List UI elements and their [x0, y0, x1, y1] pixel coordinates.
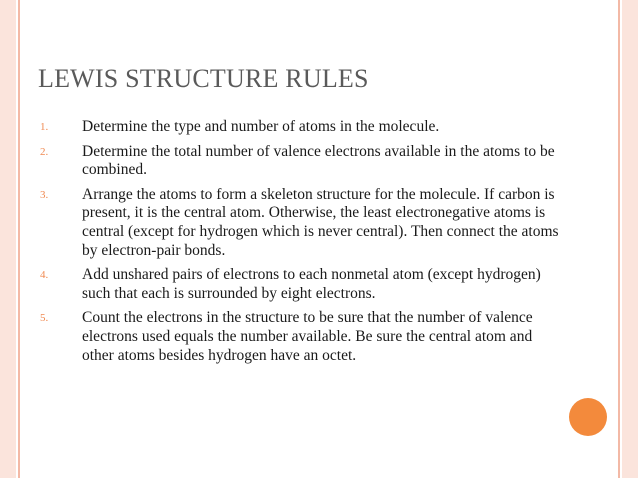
rule-number: 2. — [40, 145, 49, 158]
rule-text: Arrange the atoms to form a skeleton structure for the molecule. If carbon is present, it is the central atom. Otherwise, the least electronegative atoms is central (except for hydrogen which is never central). Then connect the atoms by electron-pair bonds. — [82, 185, 559, 259]
rule-item — [40, 309, 560, 365]
rule-item — [40, 266, 560, 303]
rule-text: Count the electrons in the structure to be sure that the number of valence electrons used equals the number available. Be sure the central atom and other atoms besides hydrogen have an octet. — [82, 309, 533, 364]
rule-item — [40, 118, 560, 137]
rule-text: Determine the total number of valence electrons available in the atoms to be combined. — [82, 142, 555, 179]
right-border-line — [618, 0, 620, 478]
rule-number: 5. — [40, 312, 49, 325]
rule-number: 4. — [40, 269, 49, 282]
left-border-line — [18, 0, 20, 478]
rule-number: 1. — [40, 121, 49, 133]
slide-title: LEWIS STRUCTURE RULES — [38, 64, 369, 93]
rule-text: Determine the type and number of atoms in the molecule. — [82, 118, 440, 135]
rule-item — [40, 186, 560, 260]
rule-item — [40, 143, 560, 180]
rules-list — [40, 118, 560, 371]
accent-circle-decoration — [569, 398, 607, 436]
left-border-band — [0, 0, 16, 478]
right-border-band — [622, 0, 638, 478]
rule-text: Add unshared pairs of electrons to each nonmetal atom (except hydrogen) such that each is surrounded by eight electrons. — [82, 266, 541, 302]
rule-number: 3. — [40, 188, 49, 201]
